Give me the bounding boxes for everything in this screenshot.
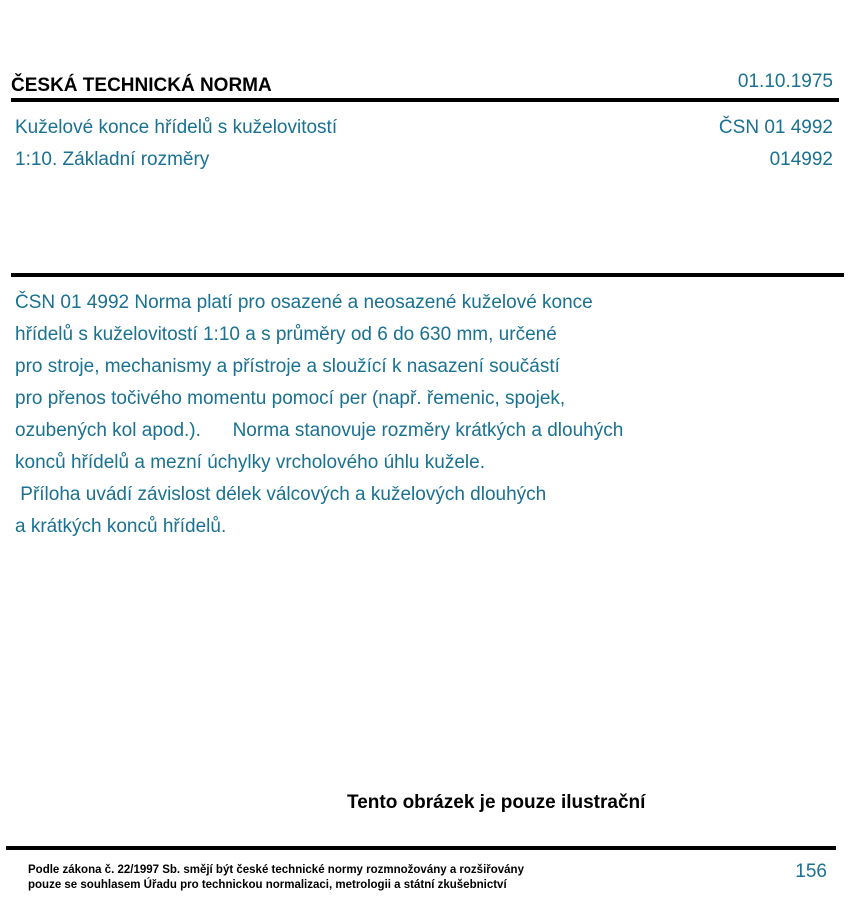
abstract-line: konců hřídelů a mezní úchylky vrcholového úhlu kužele.: [15, 452, 485, 473]
header-divider: [11, 98, 839, 102]
abstract-line: Příloha uvádí závislost délek válcových a kuželových dlouhých: [15, 484, 547, 505]
publication-date: 01.10.1975: [737, 71, 833, 92]
illustration-disclaimer: Tento obrázek je pouze ilustrační: [347, 792, 646, 813]
legal-notice-line1: Podle zákona č. 22/1997 Sb. smějí být české technické normy rozmnožovány a rozšiřovány: [28, 864, 524, 876]
abstract-line: a krátkých konců hřídelů.: [15, 516, 227, 537]
abstract-line: ČSN 01 4992 Norma platí pro osazené a neosazené kuželové konce: [15, 292, 593, 313]
title-divider: [11, 273, 844, 277]
standard-class-number: 014992: [769, 149, 833, 170]
standard-title-line1: Kuželové konce hřídelů s kuželovitostí: [15, 117, 338, 138]
abstract-line: pro stroje, mechanismy a přístroje a sloužící k nasazení součástí: [15, 356, 560, 377]
legal-notice: [28, 863, 524, 893]
footer-divider: [6, 846, 836, 850]
document-header-title: ČESKÁ TECHNICKÁ NORMA: [11, 75, 272, 96]
abstract-line: ozubených kol apod.). Norma stanovuje rozměry krátkých a dlouhých: [15, 420, 624, 441]
abstract-line: pro přenos točivého momentu pomocí per (např. řemenic, spojek,: [15, 388, 566, 409]
standard-title-line2: 1:10. Základní rozměry: [15, 149, 210, 170]
abstract-text: [15, 287, 775, 543]
page-number: 156: [795, 861, 827, 882]
standard-code: ČSN 01 4992: [718, 117, 833, 138]
legal-notice-line2: pouze se souhlasem Úřadu pro technickou normalizaci, metrologii a státní zkušebnictví: [28, 879, 507, 891]
abstract-line: hřídelů s kuželovitostí 1:10 a s průměry od 6 do 630 mm, určené: [15, 324, 557, 345]
